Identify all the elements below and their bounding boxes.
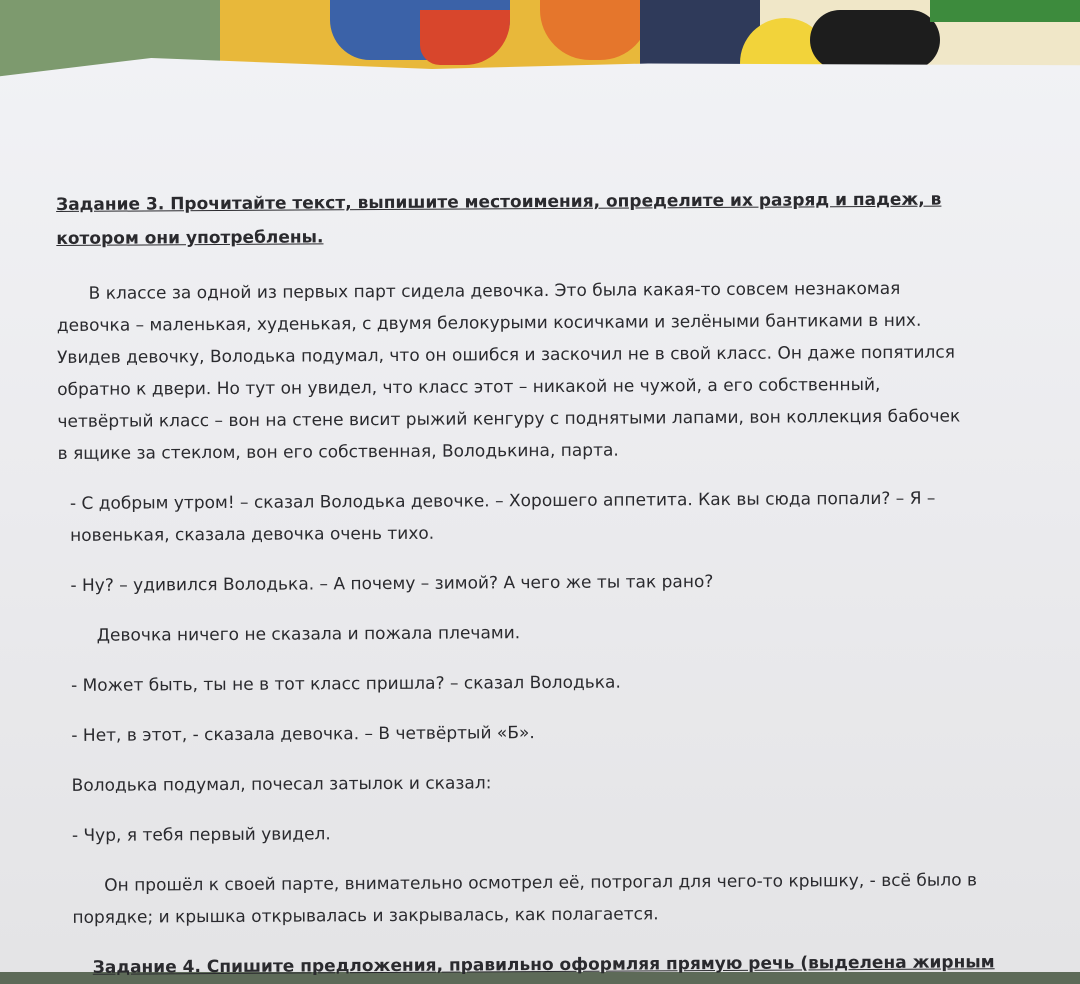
paragraph-5 (59, 664, 1080, 702)
paragraph-line: - Чур, я тебя первый увидел. (71, 824, 331, 846)
paragraph-line: четвёртый класс – вон на стене висит рыжий кенгуру с поднятыми лапами, вон коллекция бабочек (57, 406, 961, 432)
paragraph-line: Володька подумал, почесал затылок и сказал: (71, 773, 492, 796)
paragraph-2 (58, 482, 1080, 552)
paragraph-3 (58, 564, 1080, 602)
paragraph-4 (59, 614, 1080, 652)
paragraph-line: - Нет, в этот, - сказала девочка. – В четвёртый «Б». (71, 723, 535, 746)
paragraph-line: в ящике за стеклом, вон его собственная, Володькина, парта. (57, 440, 619, 464)
paragraph-8 (60, 814, 1080, 852)
paragraph-line: новенькая, сказала девочка очень тихо. (70, 523, 435, 546)
paragraph-line: - Ну? – удивился Володька. – А почему – зимой? А чего же ты так рано? (70, 571, 714, 596)
task3-title-line2: котором они употреблены. (56, 227, 324, 249)
paragraph-7 (60, 764, 1080, 802)
paragraph-6 (59, 714, 1080, 752)
paragraph-line: обратно к двери. Но тут он увидел, что класс этот – никакой не чужой, а его собственный, (57, 374, 881, 400)
paragraph-9 (60, 864, 1080, 934)
task3-title (56, 182, 1006, 256)
sticker-black-shape (810, 10, 940, 70)
paragraph-line: - Может быть, ты не в тот класс пришла? – сказал Володька. (70, 672, 621, 696)
task4-title: Задание 4. Спишите предложения, правильно оформляя прямую речь (выделена жирным (92, 952, 995, 978)
task3-title-line1: Задание 3. Прочитайте текст, выпишите местоимения, определите их разряд и падеж, в (56, 189, 942, 215)
paragraph-line: Он прошёл к своей парте, внимательно осмотрел её, потрогал для чего-то крышку, - всё было в (104, 870, 978, 896)
paragraph-line: В классе за одной из первых парт сидела девочка. Это была какая-то совсем незнакомая (88, 278, 901, 304)
paragraph-line: - С добрым утром! – сказал Володька девочке. – Хорошего аппетита. Как вы сюда попали? – Я – (69, 488, 936, 514)
document-body (56, 182, 1080, 984)
paragraph-line: Девочка ничего не сказала и пожала плечами. (96, 623, 521, 646)
paragraph-line: девочка – маленькая, худенькая, с двумя белокурыми косичками и зелёными бантиками в них. (56, 310, 922, 336)
paragraph-1 (57, 272, 1080, 470)
paragraph-line: порядке; и крышка открывалась и закрывалась, как полагается. (72, 904, 659, 928)
sticker-green-strip (930, 0, 1080, 22)
paragraph-line: Увидев девочку, Володька подумал, что он ошибся и заскочил не в свой класс. Он даже попятился (56, 342, 955, 368)
